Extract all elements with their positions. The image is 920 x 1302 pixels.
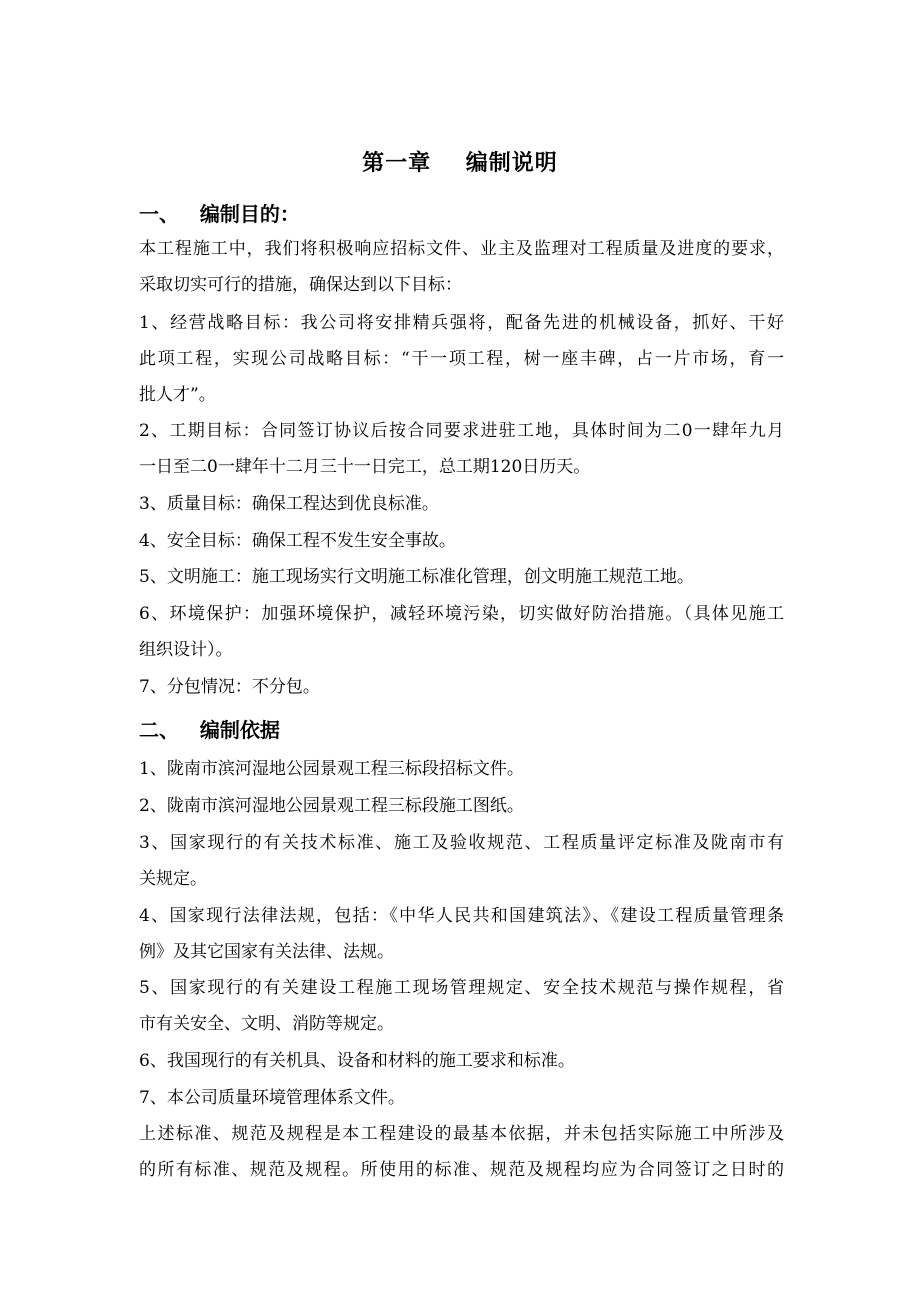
text-line: 上述标准、规范及规程是本工程建设的最基本依据，并未包括实际施工中所涉及 [139,1124,784,1144]
basis-item-5 [139,970,784,1042]
closing-paragraph [139,1116,784,1188]
text-line: 5、国家现行的有关建设工程施工现场管理规定、安全技术规范与操作规程，省 [139,978,784,998]
intro-paragraph [139,231,784,303]
text-line: 组织设计）。 [139,640,233,660]
text-line: 3、国家现行的有关技术标准、施工及验收规范、工程质量评定标准及陇南市有 [139,833,784,853]
text-line: 市有关安全、文明、消防等规定。 [139,1014,394,1034]
text-line: 的所有标准、规范及规程。所使用的标准、规范及规程均应为合同签订之日时的 [139,1160,784,1180]
goal-item-4 [139,523,784,559]
text-line: 3、质量目标：确保工程达到优良标准。 [139,494,439,514]
section-heading-basis: 二、 编制依据 [139,718,280,742]
text-line: 6、环境保护：加强环境保护，减轻环境污染，切实做好防治措施。（具体见施工 [139,604,784,624]
basis-item-6 [139,1043,784,1079]
text-line: 7、分包情况：不分包。 [139,677,320,697]
goal-item-7 [139,669,784,705]
goal-item-1 [139,305,784,413]
goal-item-6 [139,596,784,668]
goal-item-5 [139,559,784,595]
text-line: 此项工程，实现公司战略目标：“干一项工程，树一座丰碑，占一片市场，育一 [139,349,784,369]
text-line: 一日至二0一肆年十二月三十一日完工，总工期120日历天。 [139,457,591,477]
text-line: 本工程施工中，我们将积极响应招标文件、业主及监理对工程质量及进度的要求， [139,239,784,259]
text-line: 5、文明施工：施工现场实行文明施工标准化管理，创文明施工规范工地。 [139,567,694,587]
basis-item-4 [139,898,784,970]
text-line: 6、我国现行的有关机具、设备和材料的施工要求和标准。 [139,1051,575,1071]
goal-item-3 [139,486,784,522]
text-line: 1、经营战略目标：我公司将安排精兵强将，配备先进的机械设备，抓好、干好 [139,313,784,333]
basis-item-3 [139,825,784,897]
chapter-title: 第一章 编制说明 [362,150,558,176]
text-line: 批人才”。 [139,385,216,405]
text-line: 1、陇南市滨河湿地公园景观工程三标段招标文件。 [139,759,524,779]
text-line: 采取切实可行的措施，确保达到以下目标： [139,275,462,295]
basis-item-2 [139,788,784,824]
text-line: 2、陇南市滨河湿地公园景观工程三标段施工图纸。 [139,796,524,816]
text-line: 关规定。 [139,869,207,889]
basis-item-1 [139,751,784,787]
text-line: 4、安全目标：确保工程不发生安全事故。 [139,531,456,551]
section-heading-purpose: 一、 编制目的： [139,202,300,226]
text-line: 4、国家现行法律法规，包括：《中华人民共和国建筑法》、《建设工程质量管理条 [139,906,784,926]
basis-item-7 [139,1080,784,1116]
text-line: 2、工期目标：合同签订协议后按合同要求进驻工地，具体时间为二0一肆年九月 [139,421,784,441]
goal-item-2 [139,413,784,485]
text-line: 例》及其它国家有关法律、法规。 [139,942,394,962]
text-line: 7、本公司质量环境管理体系文件。 [139,1088,405,1108]
